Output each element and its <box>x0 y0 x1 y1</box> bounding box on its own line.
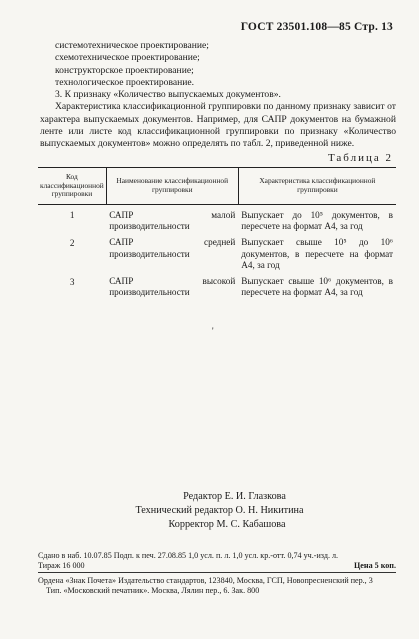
list-item: системотехническое проектирование; <box>55 40 209 51</box>
proofreader-line: Корректор М. С. Кабашова <box>168 519 286 530</box>
page-header: ГОСТ 23501.108—85 Стр. 13 <box>240 21 393 33</box>
list-item: технологическое проектирование. <box>55 76 195 88</box>
name-cell: САПР малой производительности <box>109 210 236 232</box>
list-item: конструкторское проектирование; <box>55 64 194 76</box>
classification-table <box>38 167 396 303</box>
name-cell: САПР высокой производительности <box>109 276 236 298</box>
editor-line: Редактор Е. И. Глазкова <box>183 491 286 502</box>
imprint-block <box>38 551 396 571</box>
tech-editor-line: Технический редактор О. Н. Никитина <box>135 505 304 516</box>
table-row <box>38 276 396 303</box>
table-row <box>38 237 396 276</box>
description-cell: Выпускает свыше 10⁵ до 10⁶ документов, в пересчете на формат А4, за год <box>241 237 393 270</box>
circulation: Тираж 16 000 <box>38 561 85 570</box>
publisher-footer <box>38 576 396 596</box>
code-cell: 2 <box>69 238 75 249</box>
body-text <box>40 40 396 151</box>
column-header: Наименование классификационной группировки <box>106 168 238 205</box>
column-header: Характеристика классификационной группировки <box>238 168 396 205</box>
table-header-row <box>38 168 396 205</box>
divider <box>38 572 396 573</box>
code-cell: 3 <box>69 277 75 288</box>
table-row <box>38 205 396 238</box>
description-cell: Выпускает до 10⁵ документов, в пересчете на формат А4, за год <box>241 210 393 232</box>
table-title: Таблица 2 <box>327 152 393 164</box>
list-item: схемотехническое проектирование; <box>55 52 200 64</box>
publisher-line: Ордена «Знак Почета» Издательство стандартов, 123840, Москва, ГСП, Новопресненский пер., 3 <box>38 576 373 585</box>
code-cell: 1 <box>69 210 75 220</box>
paragraph: Характеристика классификационной группировки по данному признаку зависит от характера выпускаемых документов. Например, для САПР документов на бумажной ленте или листе код классификационной группировки по признаку «Количество выпускаемых документов» можно определять по табл. 2, приведенной ниже. <box>40 101 396 150</box>
description-cell: Выпускает свыше 10⁶ документов, в пересчете на формат А4, за год <box>241 276 393 298</box>
imprint-line: Сдано в наб. 10.07.85 Подп. к печ. 27.08.85 1,0 усл. п. л. 1,0 усл. кр.-отт. 0,74 уч.-изд. л. <box>38 551 339 560</box>
credits-block <box>0 490 419 532</box>
price: Цена 5 коп. <box>354 561 396 570</box>
name-cell: САПР средней производительности <box>109 237 236 259</box>
column-header: Код классификационной группировки <box>38 168 106 205</box>
printer-line: Тип. «Московский печатник». Москва, Лялин пер., 6. Зак. 800 <box>46 586 260 595</box>
end-mark: ' <box>212 326 214 336</box>
section-heading: 3. К признаку «Количество выпускаемых документов». <box>55 89 281 101</box>
